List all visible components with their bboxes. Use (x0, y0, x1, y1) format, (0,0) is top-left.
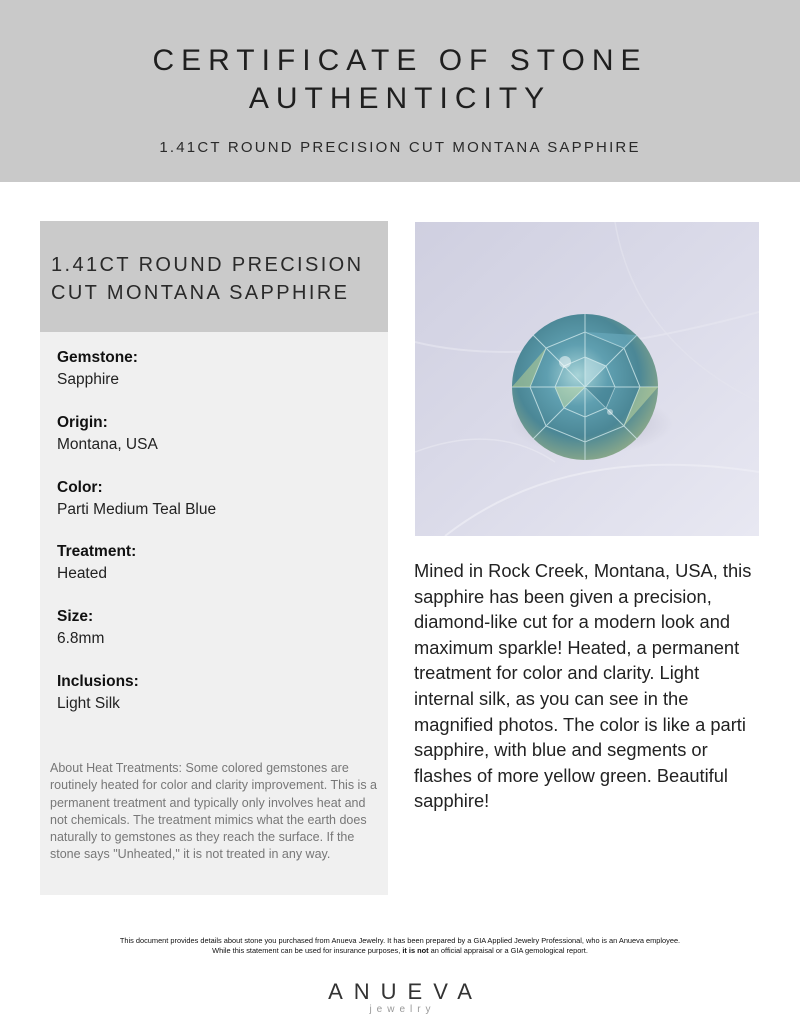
title-line-2: AUTHENTICITY (248, 82, 552, 115)
spec-label: Size: (57, 608, 94, 625)
stone-heading-line-2: CUT MONTANA SAPPHIRE (51, 282, 350, 304)
disclaimer-line-1: This document provides details about stone you purchased from Anueva Jewelry. It has been prepared by a GIA Applied Jewelry Professional, who is an Anueva employee. (119, 936, 681, 945)
certificate-header (0, 0, 800, 182)
logo-wordmark: ANUEVA (328, 979, 483, 1004)
spec-treatment (57, 542, 136, 585)
disclaimer (40, 936, 760, 956)
disclaimer-line-2-bold: it is not (402, 946, 429, 955)
spec-value: Parti Medium Teal Blue (57, 501, 217, 518)
stone-heading-text (51, 251, 376, 307)
spec-origin (57, 413, 158, 456)
spec-inclusions (57, 672, 139, 715)
disclaimer-line-2-post: an official appraisal or a GIA gemological report. (428, 946, 588, 955)
stone-details-panel (40, 221, 388, 895)
anueva-logo (0, 980, 800, 1016)
spec-gemstone (57, 348, 138, 391)
certificate-subtitle: 1.41CT ROUND PRECISION CUT MONTANA SAPPHIRE (159, 139, 641, 156)
spec-label: Color: (57, 479, 103, 496)
title-line-1: CERTIFICATE OF STONE (152, 44, 648, 77)
stone-heading-line-1: 1.41CT ROUND PRECISION (51, 254, 364, 276)
logo-subtext: jewelry (369, 1004, 436, 1015)
stone-details-heading (40, 221, 388, 332)
spec-value: Montana, USA (57, 436, 158, 453)
spec-value: Heated (57, 565, 107, 582)
certificate-title (0, 42, 800, 118)
spec-value: Light Silk (57, 695, 120, 712)
spec-value: 6.8mm (57, 630, 105, 647)
spec-size (57, 607, 104, 650)
spec-label: Treatment: (57, 543, 137, 560)
disclaimer-line-2-pre: While this statement can be used for insurance purposes, (212, 946, 403, 955)
heat-treatment-note: About Heat Treatments: Some colored gemstones are routinely heated for color and clarity improvement. This is a permanent treatment and typically only involves heat and not chemicals. The treatment mimics what the earth does naturally to gemstones as they reach the surface. If the stone says "Unheated," it is not treated in any way. (50, 761, 378, 862)
spec-label: Inclusions: (57, 673, 139, 690)
stone-description: Mined in Rock Creek, Montana, USA, this sapphire has been given a precision, diamond-like cut for a modern look and maximum sparkle! Heated, a permanent treatment for color and clarity. Light internal silk, as you can see in the magnified photos. The color is like a parti sapphire, with blue and segments or flashes of more yellow green. Beautiful sapphire! (414, 560, 752, 812)
spec-label: Origin: (57, 414, 108, 431)
spec-label: Gemstone: (57, 349, 138, 366)
spec-color (57, 478, 216, 521)
gemstone-photo (415, 222, 759, 536)
spec-value: Sapphire (57, 371, 120, 388)
disclaimer-line-2 (40, 946, 760, 956)
